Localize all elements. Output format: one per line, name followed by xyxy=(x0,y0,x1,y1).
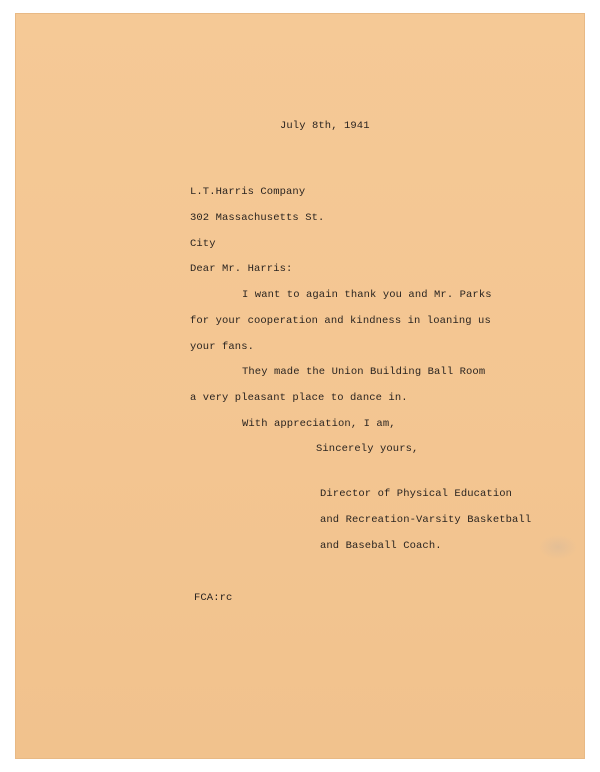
letter-page xyxy=(16,14,584,758)
body-line: I want to again thank you and Mr. Parks xyxy=(242,289,492,301)
body-line: With appreciation, I am, xyxy=(242,418,396,430)
paper-smudge xyxy=(538,534,578,560)
signature-title-line: and Recreation-Varsity Basketball xyxy=(320,514,532,526)
letter-date: July 8th, 1941 xyxy=(280,120,370,132)
body-line: your fans. xyxy=(190,341,255,353)
body-line: a very pleasant place to dance in. xyxy=(190,392,408,404)
closing: Sincerely yours, xyxy=(316,443,419,455)
body-line: They made the Union Building Ball Room xyxy=(242,366,486,378)
body-line: for your cooperation and kindness in loaning us xyxy=(190,315,491,327)
recipient-name: L.T.Harris Company xyxy=(190,186,306,198)
typist-initials: FCA:rc xyxy=(194,592,233,604)
signature-title-line: and Baseball Coach. xyxy=(320,540,442,552)
recipient-city: City xyxy=(190,238,216,250)
signature-title-line: Director of Physical Education xyxy=(320,488,513,500)
recipient-street: 302 Massachusetts St. xyxy=(190,212,325,224)
salutation: Dear Mr. Harris: xyxy=(190,263,293,275)
